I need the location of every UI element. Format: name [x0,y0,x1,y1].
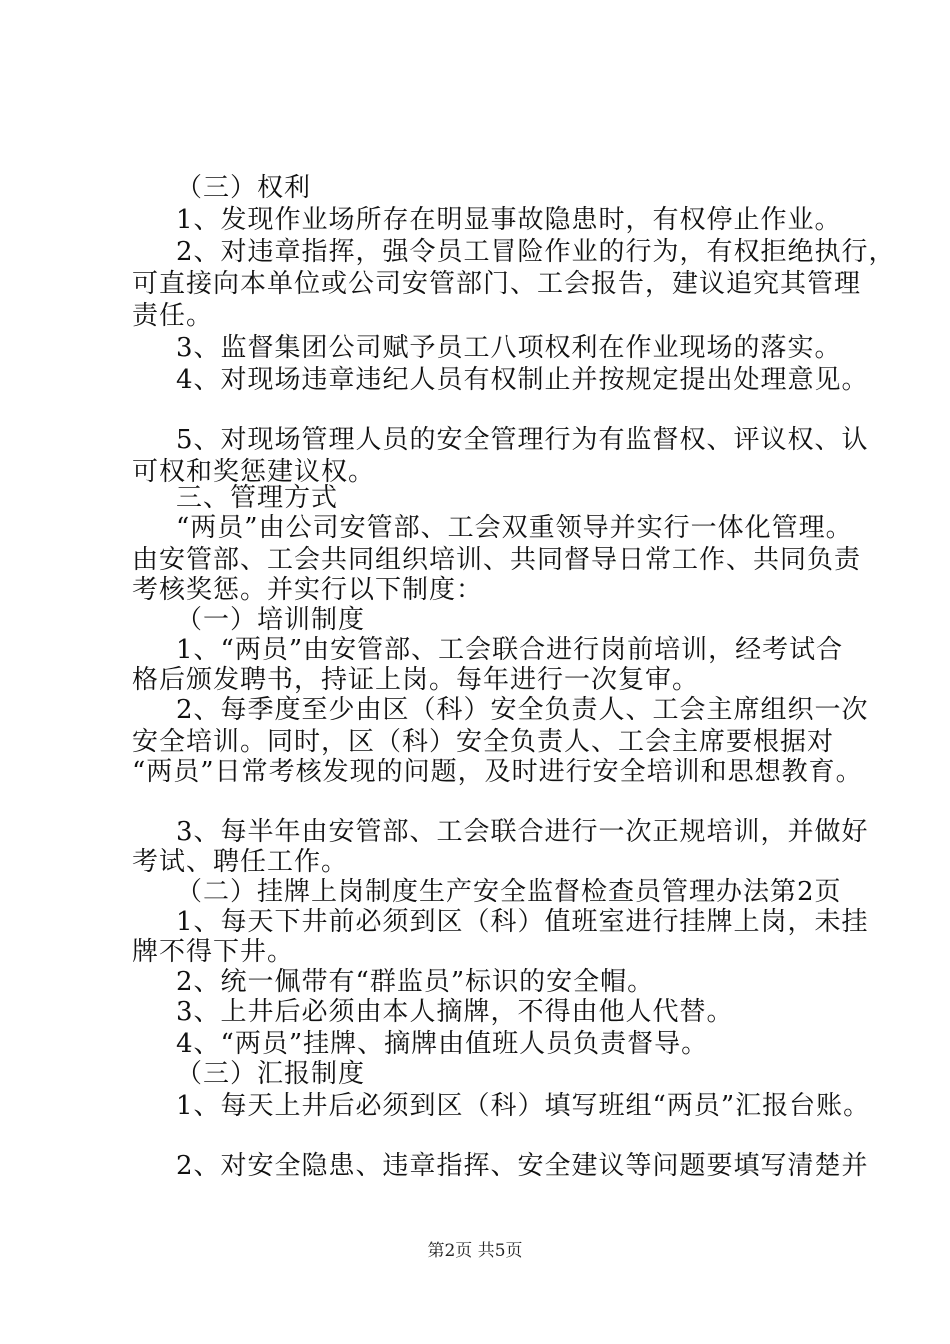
text-line: 2、对违章指挥，强令员工冒险作业的行为，有权拒绝执行， [176,237,896,267]
text-line: 可直接向本单位或公司安管部门、工会报告，建议追究其管理 [132,269,862,299]
page-number-footer: 第2页 共5页 [427,1241,523,1261]
text-line: 1、每天上井后必须到区（科）填写班组“两员”汇报台账。 [176,1091,871,1121]
text-line: “两员”由公司安管部、工会双重领导并实行一体化管理。 [176,513,853,543]
text-line: 3、上井后必须由本人摘牌，不得由他人代替。 [176,997,734,1027]
subsection-heading: （一）培训制度 [176,605,366,635]
text-line: 1、发现作业场所存在明显事故隐患时，有权停止作业。 [176,205,842,235]
text-line: 责任。 [132,301,214,331]
text-line: 由安管部、工会共同组织培训、共同督导日常工作、共同负责 [132,545,862,575]
text-line: 2、统一佩带有“群监员”标识的安全帽。 [176,967,655,997]
text-line: 可权和奖惩建议权。 [132,457,376,487]
section-heading: 三、管理方式 [176,483,339,513]
text-line: 3、监督集团公司赋予员工八项权利在作业现场的落实。 [176,333,842,363]
text-line: 2、每季度至少由区（科）安全负责人、工会主席组织一次 [176,695,869,725]
text-line: 牌不得下井。 [132,937,295,967]
subsection-heading: （二）挂牌上岗制度生产安全监督检查员管理办法第2页 [176,877,842,907]
text-line: “两员”日常考核发现的问题，及时进行安全培训和思想教育。 [132,757,863,787]
text-line: （三）权利 [176,173,312,203]
text-line: 考试、聘任工作。 [132,847,349,877]
text-line: 安全培训。同时，区（科）安全负责人、工会主席要根据对 [132,727,835,757]
subsection-heading: （三）汇报制度 [176,1059,366,1089]
text-line: 格后颁发聘书，持证上岗。每年进行一次复审。 [132,665,700,695]
text-line: 2、对安全隐患、违章指挥、安全建议等问题要填写清楚并 [176,1151,869,1181]
text-line: 4、对现场违章违纪人员有权制止并按规定提出处理意见。 [176,365,869,395]
text-line: 4、“两员”挂牌、摘牌由值班人员负责督导。 [176,1029,709,1059]
text-line: 1、“两员”由安管部、工会联合进行岗前培训，经考试合 [176,635,844,665]
text-line: 3、每半年由安管部、工会联合进行一次正规培训，并做好 [176,817,869,847]
text-line: 5、对现场管理人员的安全管理行为有监督权、评议权、认 [176,425,869,455]
text-line: 考核奖惩。并实行以下制度： [132,575,484,605]
text-line: 1、每天下井前必须到区（科）值班室进行挂牌上岗，未挂 [176,907,869,937]
